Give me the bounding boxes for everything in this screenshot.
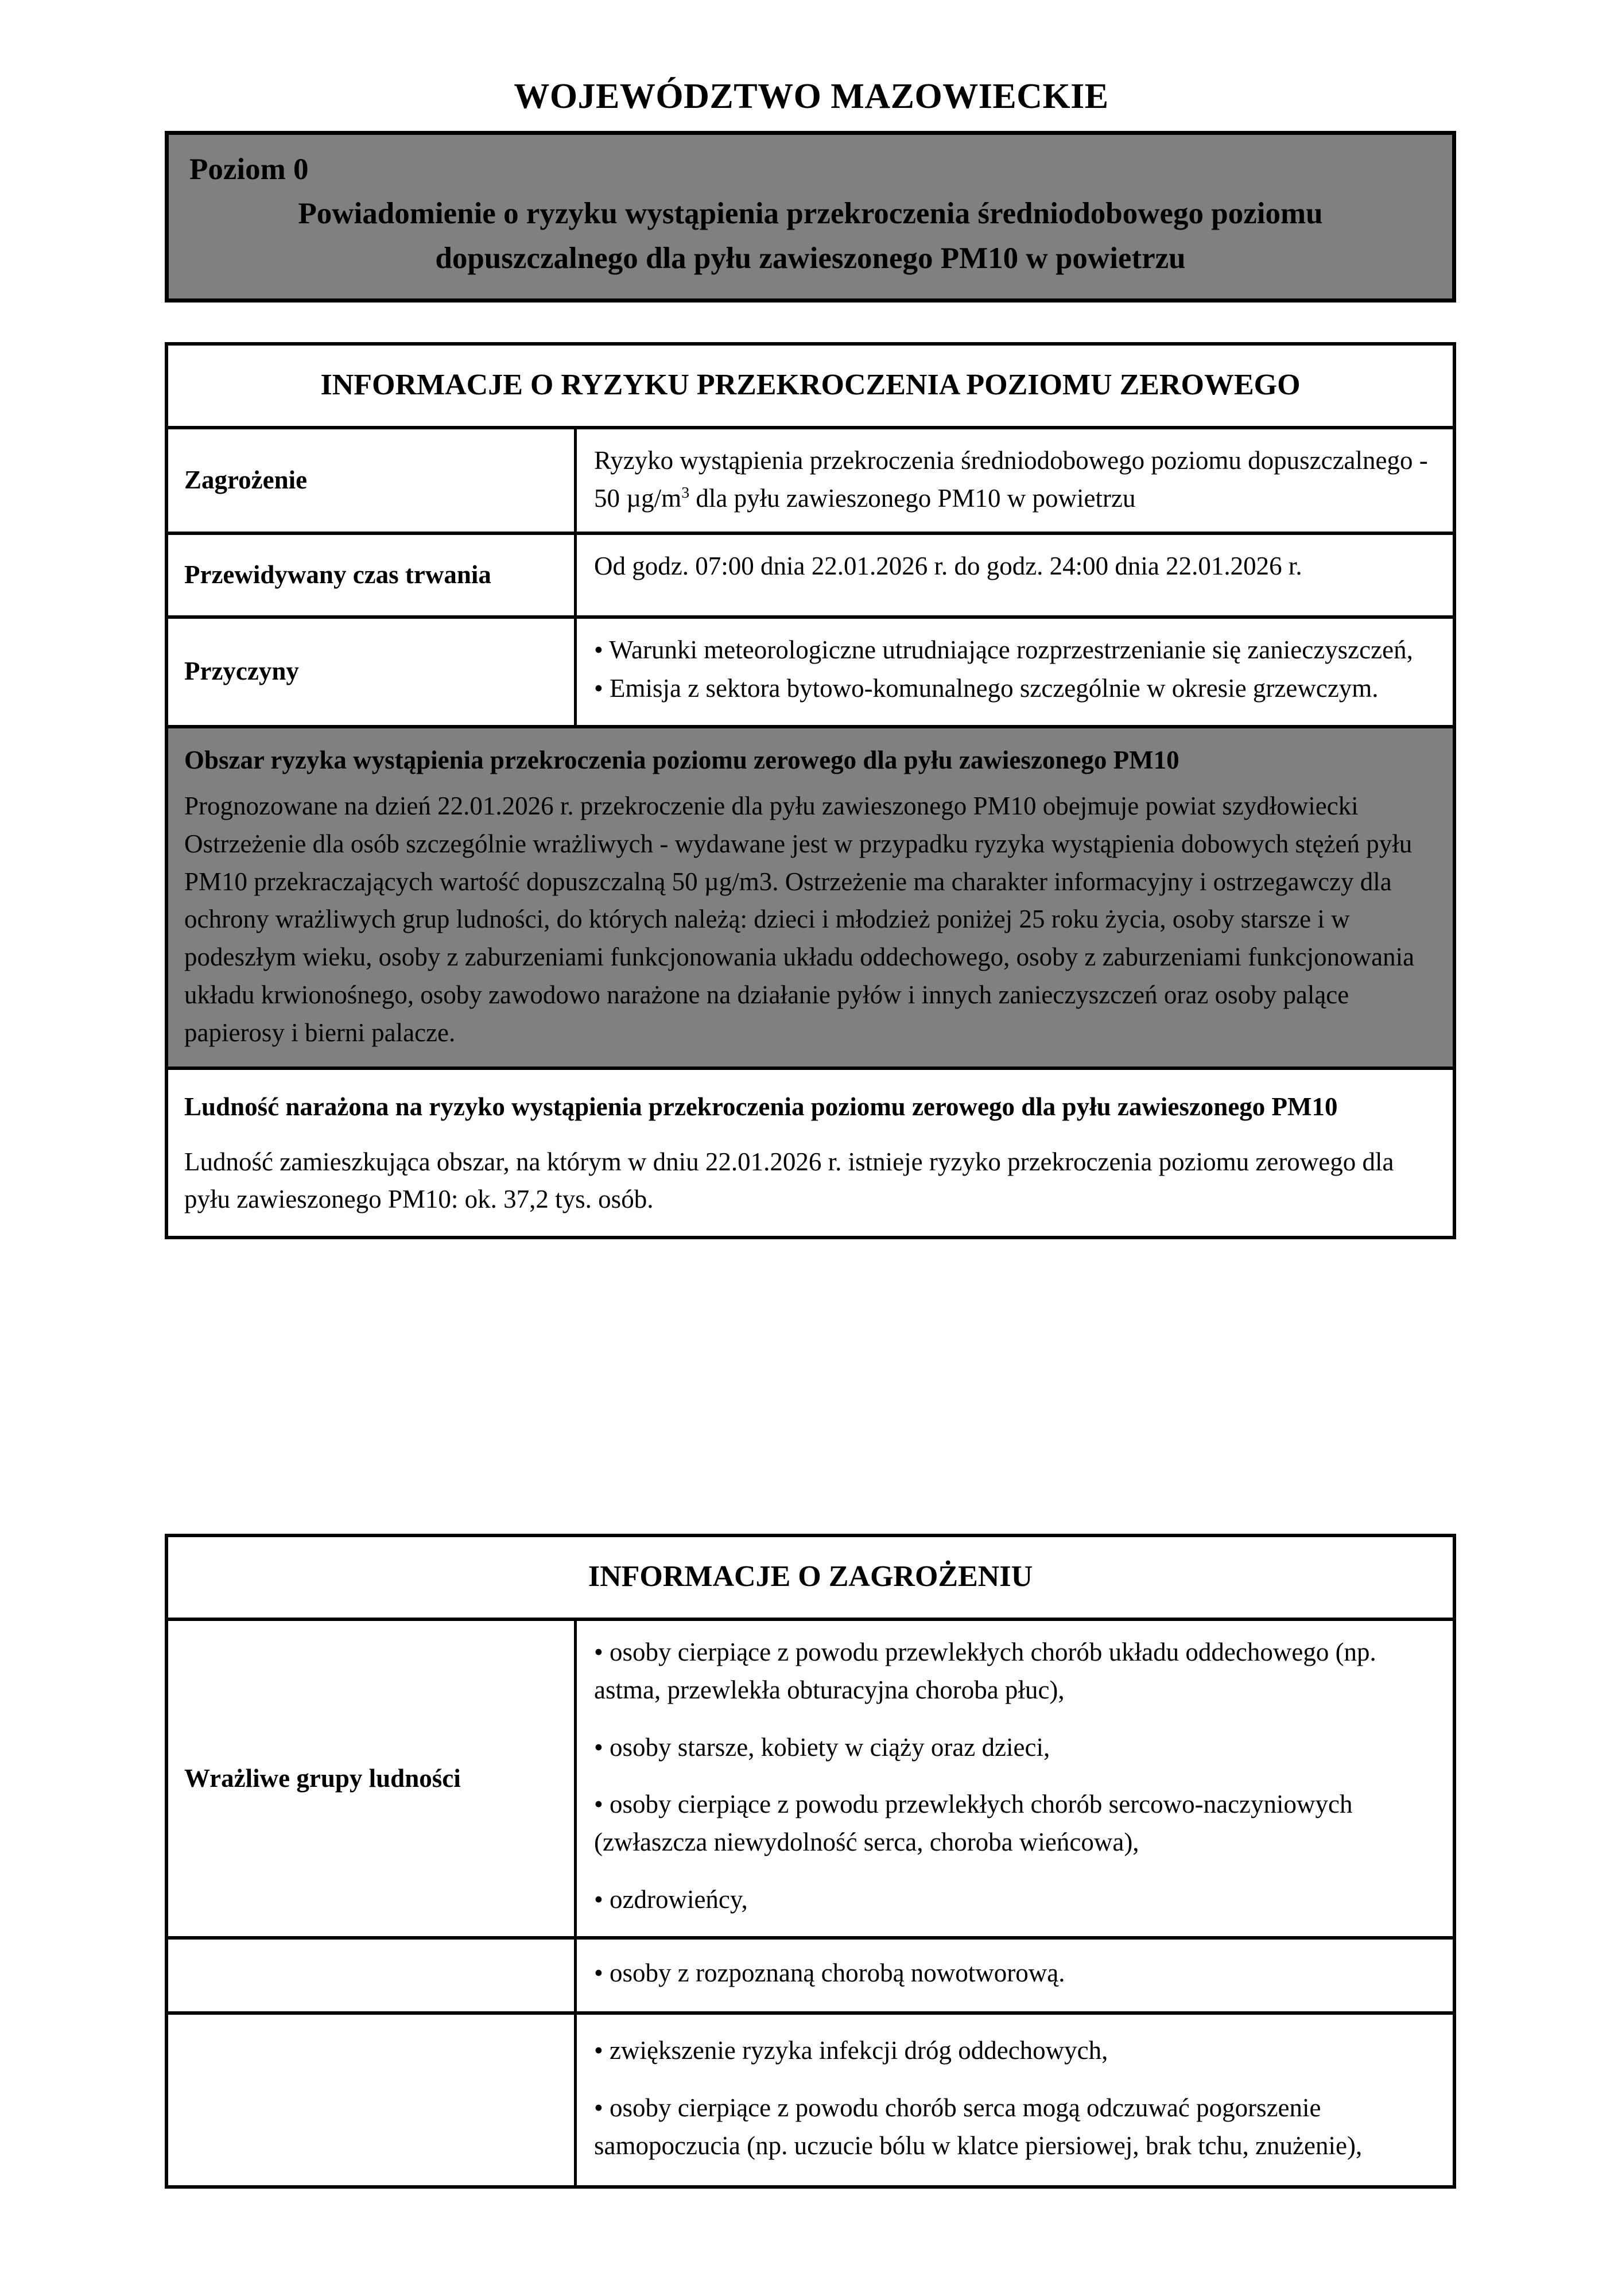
effects-list [594, 2032, 1435, 2165]
list-item: • Warunki meteorologiczne utrudniające rozprzestrzenianie się zanieczyszczeń, [594, 635, 1413, 664]
table-row [168, 619, 1453, 728]
list-item: • osoby cierpiące z powodu chorób serca mogą odczuwać pogorszenie samopoczucia (np. uczucie bólu w klatce piersiowej, brak tchu, znużenie), [594, 2093, 1363, 2160]
list-item: • zwiększenie ryzyka infekcji dróg oddechowych, [594, 2036, 1108, 2065]
zagrozenie-text-prefix: Ryzyko wystąpienia przekroczenia średniodobowego poziomu dopuszczalnego - 50 µg/m [594, 446, 1428, 513]
zagrozenie-text-suffix: dla pyłu zawieszonego PM10 w powietrzu [689, 484, 1136, 513]
list-item: • osoby cierpiące z powodu przewlekłych chorób sercowo-naczyniowych (zwłaszcza niewydolność serca, choroba wieńcowa), [594, 1790, 1353, 1857]
row-value-czas-trwania: Od godz. 07:00 dnia 22.01.2026 r. do godz. 24:00 dnia 22.01.2026 r. [594, 551, 1302, 580]
row-value-skutki [577, 2015, 1453, 2185]
table-row [168, 1621, 1453, 1939]
row-label-skutki [168, 2015, 577, 2185]
level-banner-notice: Powiadomienie o ryzyku wystąpienia przekroczenia średniodobowego poziomu dopuszczalnego dla pyłu zawieszonego PM10 w powietrzu [298, 196, 1323, 275]
table-row [168, 2015, 1453, 2185]
list-item: • ozdrowieńcy, [594, 1884, 748, 1914]
area-block-heading: Obszar ryzyka wystąpienia przekroczenia poziomu zerowego dla pyłu zawieszonego PM10 [168, 728, 1453, 786]
row-value-wrazliwe-grupy-cd [577, 1940, 1453, 2012]
list-item: • Emisja z sektora bytowo-komunalnego szczególnie w okresie grzewczym. [594, 674, 1379, 703]
row-value-przyczyny [577, 619, 1453, 725]
risk-table-heading: INFORMACJE O RYZYKU PRZEKROCZENIA POZIOMU ZEROWEGO [168, 346, 1453, 429]
sensitive-groups-list [594, 1634, 1435, 1918]
population-block-heading: Ludność narażona na ryzyko wystąpienia przekroczenia poziomu zerowego dla pyłu zawieszonego PM10 [184, 1092, 1338, 1122]
list-item: • osoby cierpiące z powodu przewlekłych chorób układu oddechowego (np. astma, przewlekła obturacyjna choroba płuc), [594, 1638, 1376, 1705]
row-label-spacer-upper [168, 1940, 577, 2012]
list-item: • osoby starsze, kobiety w ciąży oraz dzieci, [594, 1732, 1050, 1762]
level-banner [165, 131, 1456, 302]
risk-information-table [165, 342, 1456, 1239]
hazard-information-table [165, 1534, 1456, 2189]
table-row [168, 535, 1453, 619]
table-row [168, 429, 1453, 534]
population-block-body: Ludność zamieszkująca obszar, na którym w dniu 22.01.2026 r. istnieje ryzyko przekroczenia poziomu zerowego dla pyłu zawieszonego PM10: ok. 37,2 tys. osób. [184, 1147, 1394, 1214]
row-value-zagrozenie [577, 429, 1453, 531]
sensitive-groups-list-continued [594, 1954, 1435, 1992]
list-item: • osoby z rozpoznaną chorobą nowotworową. [594, 1958, 1065, 1987]
area-block-body: Prognozowane na dzień 22.01.2026 r. przekroczenie dla pyłu zawieszonego PM10 obejmuje powiat szydłowiecki Ostrzeżenie dla osób szczególnie wrażliwych - wydawane jest w przypadku ryzyka wystąpienia dobowych stężeń pyłu PM10 przekraczających wartość dopuszczalną 50 µg/m3. Ostrzeżenie ma charakter informacyjny i ostrzegawczy dla ochrony wrażliwych grup ludności, do których należą: dzieci i młodzież poniżej 25 roku życia, osoby starsze i w podeszłym wieku, osoby z zaburzeniami funkcjonowania układu oddechowego, osoby z zaburzeniami funkcjonowania układu krwionośnego, osoby zawodowo narażone na działanie pyłów i innych zanieczyszczeń oraz osoby palące papierosy i bierni palacze. [168, 785, 1453, 1070]
row-label-zagrozenie: Zagrożenie [168, 429, 577, 531]
zagrozenie-unit-exponent: 3 [681, 484, 690, 502]
page-title: WOJEWÓDZTWO MAZOWIECKIE [514, 77, 1109, 116]
level-banner-level: Poziom 0 [189, 153, 309, 186]
przyczyny-list [594, 631, 1435, 708]
row-label-przyczyny: Przyczyny [168, 619, 577, 725]
row-value-wrazliwe-grupy [577, 1621, 1453, 1936]
table-row [168, 1940, 1453, 2015]
hazard-table-heading: INFORMACJE O ZAGROŻENIU [168, 1537, 1453, 1621]
row-label-wrazliwe-grupy: Wrażliwe grupy ludności [168, 1621, 577, 1936]
row-label-czas-trwania: Przewidywany czas trwania [168, 535, 577, 615]
